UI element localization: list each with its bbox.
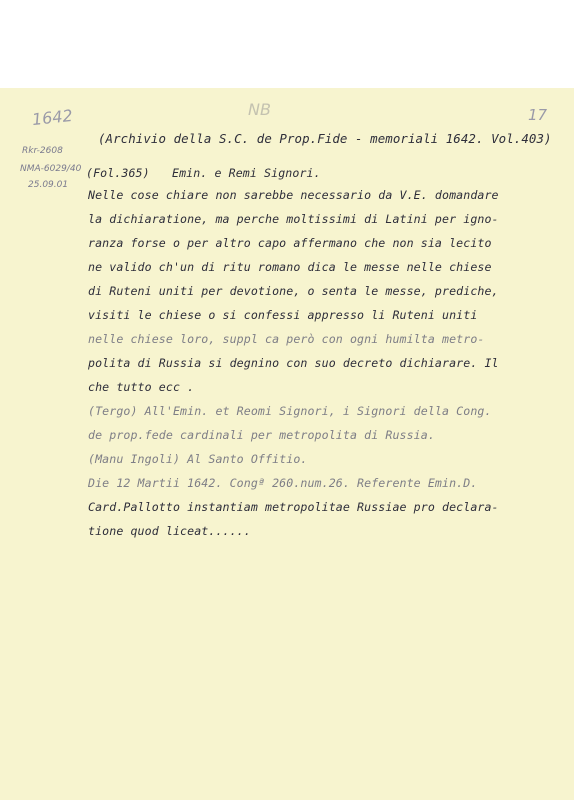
archive-header: (Archivio della S.C. de Prop.Fide - memoriali 1642. Vol.403) [98, 131, 552, 146]
hand-note: (Manu Ingoli) Al Santo Offitio. [88, 452, 308, 466]
salutation: Emin. e Remi Signori. [172, 166, 321, 180]
decision-line: Die 12 Martii 1642. Congª 260.num.26. Referente Emin.D. [88, 476, 478, 490]
decision-line: Card.Pallotto instantiam metropolitae Russiae pro declara- [88, 500, 499, 514]
handwritten-year: 1642 [31, 105, 74, 130]
body-line: visiti le chiese o si confessi appresso li Ruteni uniti [88, 308, 478, 322]
body-line: nelle chiese loro, suppl ca però con ogni humilta metro- [88, 332, 485, 346]
handwritten-folio: 17 [528, 106, 548, 124]
body-line: Nelle cose chiare non sarebbe necessario da V.E. domandare [88, 188, 499, 202]
tergo-line: (Tergo) All'Emin. et Reomi Signori, i Signori della Cong. [88, 404, 492, 418]
tergo-line: de prop.fede cardinali per metropolita di Russia. [88, 428, 435, 442]
handwritten-ref-1: Rkr-2608 [22, 146, 63, 156]
handwritten-mark: NB [248, 100, 271, 119]
body-line: la dichiaratione, ma perche moltissimi di Latini per igno- [88, 212, 499, 226]
folio-reference: (Fol.365) [86, 166, 150, 180]
body-line: ne valido ch'un di ritu romano dica le messe nelle chiese [88, 260, 492, 274]
body-line: ranza forse o per altro capo affermano che non sia lecito [88, 236, 492, 250]
body-line: polita di Russia si degnino con suo decreto dichiarare. Il [88, 356, 499, 370]
body-line: di Ruteni uniti per devotione, o senta le messe, prediche, [88, 284, 499, 298]
body-line: che tutto ecc . [88, 380, 195, 394]
decision-line: tione quod liceat...... [88, 524, 251, 538]
handwritten-ref-3: 25.09.01 [28, 180, 69, 190]
handwritten-ref-2: NMA-6029/40 [20, 164, 82, 174]
